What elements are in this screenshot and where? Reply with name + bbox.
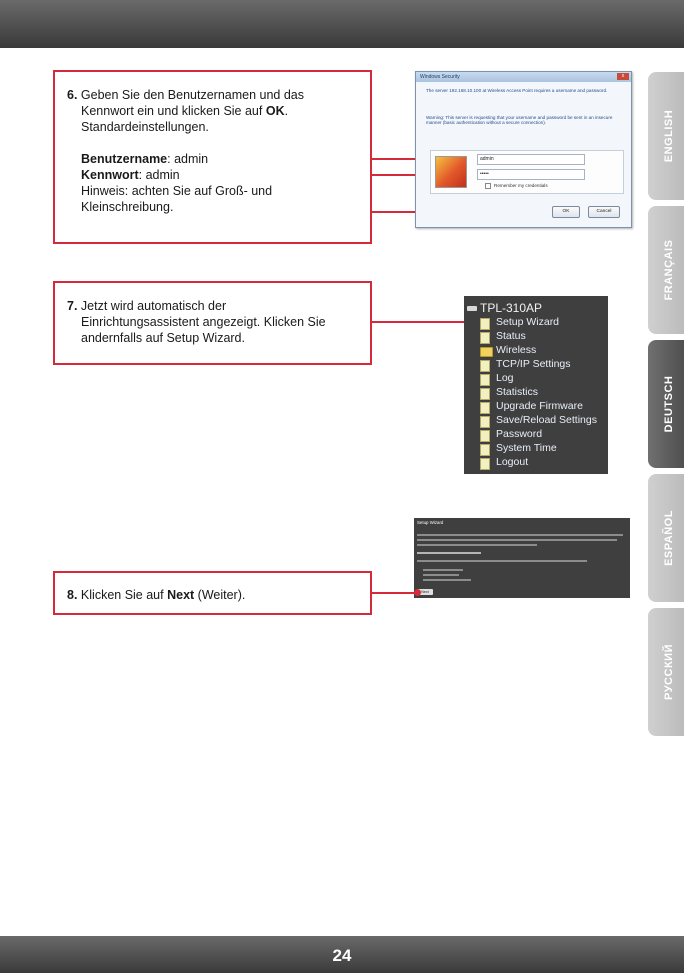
tab-russian-label: РУССКИЙ [663,644,675,700]
step8-text-b: (Weiter). [197,588,246,602]
step6-line2 [67,103,363,119]
menu-item-statistics[interactable]: Statistics [496,386,539,398]
wizard-text-line [417,534,623,536]
dialog-title: Windows Security [416,72,631,82]
connector-next [370,592,418,594]
step8-number: 8. [67,588,78,602]
spacer [67,135,363,151]
step8-next-bold: Next [167,588,195,602]
step6-line3: Standardeinstellungen. [81,120,209,134]
username-field[interactable]: admin [477,154,585,165]
step8-text-a: Klicken Sie auf [80,588,164,602]
remember-label: Remember my credentials [494,183,548,189]
tab-espanol[interactable] [648,474,684,602]
tab-english[interactable] [648,72,684,200]
wizard-text-line [417,560,587,562]
step6-username [67,151,363,167]
menu-item-system-time[interactable]: System Time [496,442,557,454]
cancel-button[interactable]: Cancel [588,206,620,218]
step6-text2b: . [284,104,289,118]
menu-item-wireless[interactable]: Wireless [496,344,537,356]
step6-note1: Hinweis: achten Sie auf Groß- und [81,184,273,198]
wizard-text-line [417,539,617,541]
wizard-list-line [423,579,471,581]
router-icon [467,306,477,311]
wizard-title: Setup Wizard [417,520,444,525]
tab-francais[interactable] [648,206,684,334]
menu-item-password[interactable]: Password [496,428,543,440]
step6-text2a: Kennwort ein und klicken Sie auf [81,104,263,118]
close-icon[interactable]: x [617,73,629,80]
dialog-message: The server 192.168.10.100 at Wireless Access Point requires a username and password. [426,88,608,93]
step8-box [53,571,372,615]
password-field[interactable]: ••••• [477,169,585,180]
page-icon [480,416,490,428]
wizard-text-line [417,544,537,546]
menu-item-tcpip[interactable]: TCP/IP Settings [496,358,571,370]
tab-english-label: ENGLISH [663,109,675,163]
ok-button[interactable]: OK [552,206,580,218]
menu-item-setup-wizard[interactable]: Setup Wizard [496,316,560,328]
menu-title: TPL-310AP [480,301,543,315]
tab-francais-label: FRANÇAIS [663,239,675,301]
step7-line2: Einrichtungsassistent angezeigt. Klicken Sie [81,315,326,329]
tab-espanol-label: ESPAÑOL [663,510,675,566]
step7-line3: andernfalls auf Setup Wizard. [81,331,245,345]
menu-item-status[interactable]: Status [496,330,526,342]
tab-deutsch[interactable] [648,340,684,468]
username-label: Benutzername [81,152,168,166]
username-value: : admin [167,152,209,166]
step7-box [53,281,372,365]
menu-item-log[interactable]: Log [496,372,514,384]
next-button[interactable]: Next [417,589,433,595]
menu-item-logout[interactable]: Logout [496,456,529,468]
page-icon [480,458,490,470]
menu-item-upgrade-firmware[interactable]: Upgrade Firmware [496,400,583,412]
step6-ok-bold: OK [265,104,285,118]
checkbox-icon [485,183,491,189]
user-avatar-icon [435,156,467,188]
page-icon [480,444,490,456]
step8-line [67,587,363,603]
connector-setup-wizard [370,321,478,323]
tab-deutsch-label: DEUTSCH [663,375,675,433]
page-number: 24 [332,946,352,965]
connector-dot-next [414,589,421,596]
folder-icon [480,347,493,357]
step6-note2: Kleinschreibung. [81,200,174,214]
step7-line1 [67,298,363,314]
remember-checkbox[interactable] [485,183,548,189]
windows-security-dialog [415,71,632,228]
page-icon [480,318,490,330]
step6-text1: Geben Sie den Benutzernamen und das [80,88,304,102]
header-bar [0,0,684,48]
step6-number: 6. [67,88,78,102]
page-icon [480,388,490,400]
wizard-list-line [423,569,463,571]
step6-line1 [67,87,363,103]
page-icon [480,430,490,442]
step6-box [53,70,372,244]
wizard-heading-line [417,552,481,554]
dialog-warning: Warning: This server is requesting that your username and password be sent in an insecure manner (basic authentication without a secure connection). [426,115,613,126]
page-icon [480,374,490,386]
credential-panel [430,150,624,194]
password-value: : admin [138,168,180,182]
menu-item-save-reload[interactable]: Save/Reload Settings [496,414,597,426]
step7-number: 7. [67,299,78,313]
router-menu [464,296,608,474]
step6-password [67,167,363,183]
page-icon [480,402,490,414]
wizard-list-line [423,574,459,576]
page-icon [480,360,490,372]
step7-text1: Jetzt wird automatisch der [80,299,227,313]
tab-russian[interactable] [648,608,684,736]
page-icon [480,332,490,344]
password-label: Kennwort [81,168,139,182]
setup-wizard-panel [414,518,630,598]
